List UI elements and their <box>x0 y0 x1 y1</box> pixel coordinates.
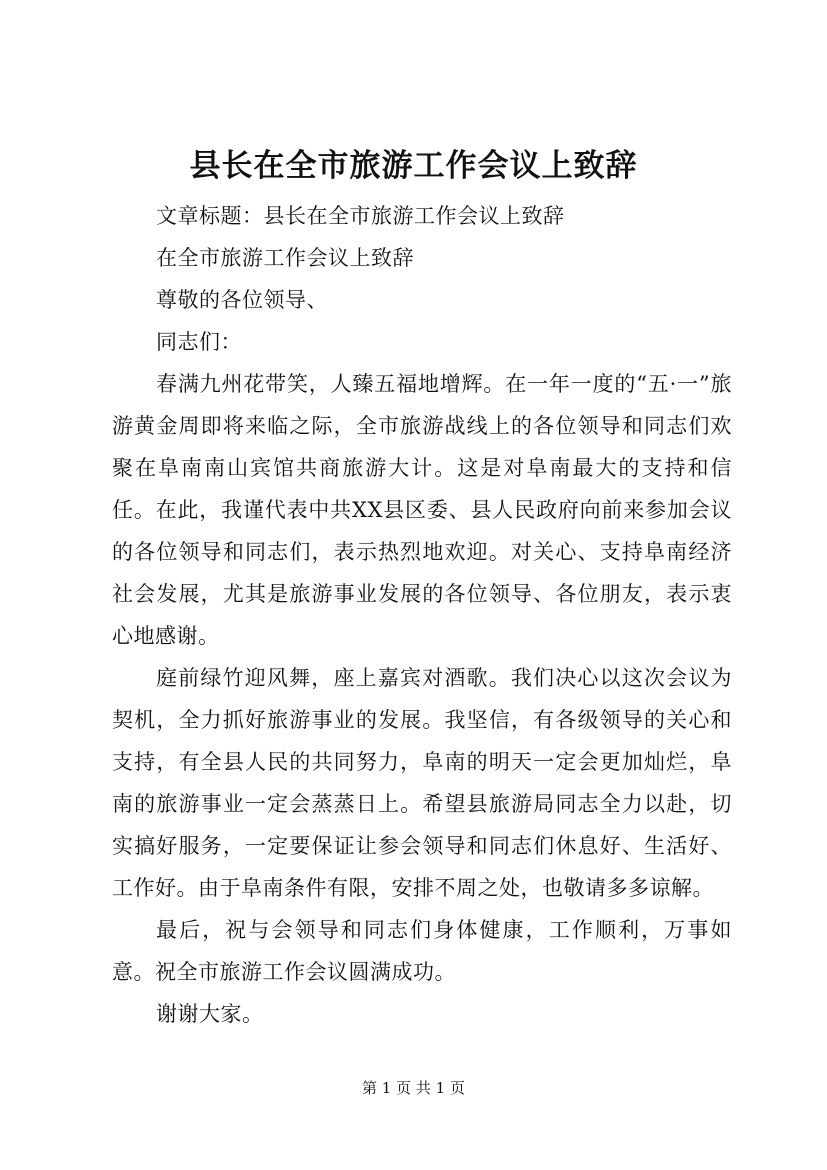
closing-line: 谢谢大家。 <box>156 1002 264 1026</box>
salutation-line-2: 同志们： <box>156 330 242 354</box>
paragraph: 最后，祝与会领导和同志们身体健康，工作顺利，万事如意。祝全市旅游工作会议圆满成功。 <box>112 918 732 984</box>
paragraph: 庭前绿竹迎风舞，座上嘉宾对酒歌。我们决心以这次会议为契机，全力抓好旅游事业的发展。我坚信，有各级领导的关心和支持，有全县人民的共同努力，阜南的明天一定会更加灿烂，阜南的旅游事业一定会蒸蒸日上。希望县旅游局同志全力以赴，切实搞好服务，一定要保证让参会领导和同志们休息好、生活好、工作好。由于阜南条件有限，安排不周之处，也敬请多多谅解。 <box>112 666 732 900</box>
document-title: 县长在全市旅游工作会议上致辞 <box>189 148 638 184</box>
subtitle-line: 在全市旅游工作会议上致辞 <box>156 246 414 270</box>
page-footer: 第 1 页 共 1 页 <box>362 1079 465 1097</box>
paragraph: 春满九州花带笑，人臻五福地增辉。在一年一度的“五·一”旅游黄金周即将来临之际，全市旅游战线上的各位领导和同志们欢聚在阜南南山宾馆共商旅游大计。这是对阜南最大的支持和信任。在此，我谨代表中共XX县区委、县人民政府向前来参加会议的各位领导和同志们，表示热烈地欢迎。对关心、支持阜南经济社会发展，尤其是旅游事业发展的各位领导、各位朋友，表示衷心地感谢。 <box>112 372 732 648</box>
article-title-line: 文章标题：县长在全市旅游工作会议上致辞 <box>156 204 565 228</box>
document-body <box>112 195 732 1035</box>
salutation-line: 尊敬的各位领导、 <box>156 288 328 312</box>
